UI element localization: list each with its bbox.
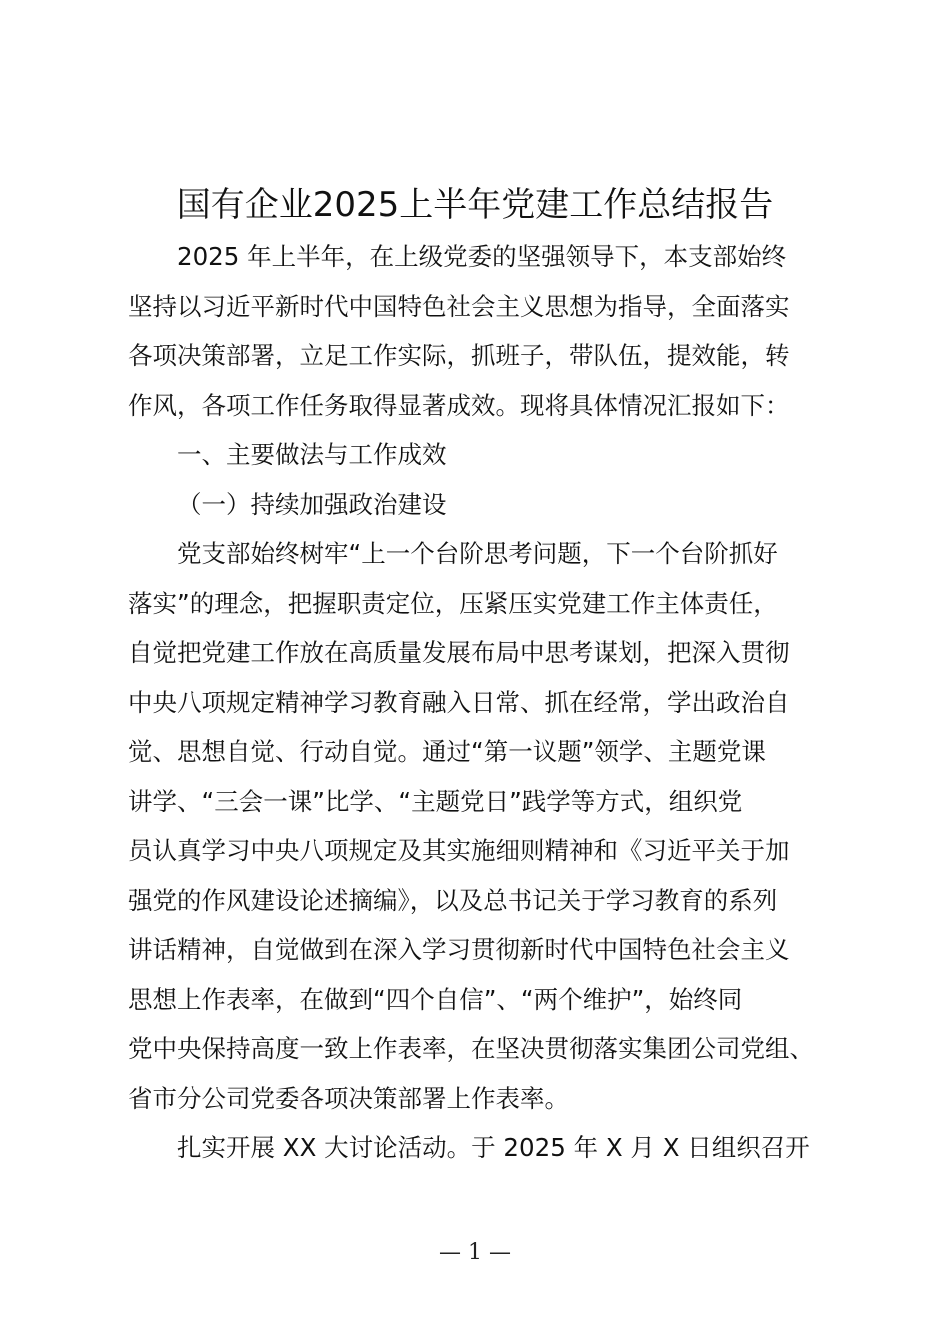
paragraph-line: 扎实开展 XX 大讨论活动。于 2025 年 X 月 X 日组织召开 [177, 1133, 810, 1162]
paragraph-line: 2025 年上半年，在上级党委的坚强领导下，本支部始终 [177, 242, 787, 271]
paragraph-line: 各项决策部署，立足工作实际，抓班子，带队伍，提效能，转 [128, 341, 790, 370]
paragraph-line: 讲学、“三会一课”比学、“主题党日”践学等方式，组织党 [128, 786, 743, 816]
subsection-heading: （一）持续加强政治建设 [177, 489, 447, 519]
paragraph-line: 员认真学习中央八项规定及其实施细则精神和《习近平关于加 [128, 836, 790, 865]
paragraph-line: 讲话精神，自觉做到在深入学习贯彻新时代中国特色社会主义 [128, 935, 790, 964]
paragraph-line: 觉、思想自觉、行动自觉。通过“第一议题”领学、主题党课 [128, 737, 766, 766]
paragraph-line: 强党的作风建设论述摘编》，以及总书记关于学习教育的系列 [128, 885, 778, 915]
paragraph-line: 党中央保持高度一致上作表率，在坚决贯彻落实集团公司党组、 [128, 1034, 814, 1063]
paragraph-line: 坚持以习近平新时代中国特色社会主义思想为指导，全面落实 [128, 291, 790, 321]
document-title: 国有企业2025上半年党建工作总结报告 [176, 185, 774, 225]
section-heading: 一、主要做法与工作成效 [177, 440, 447, 469]
paragraph-line: 省市分公司党委各项决策部署上作表率。 [128, 1083, 569, 1113]
paragraph-line: 落实”的理念，把握职责定位，压紧压实党建工作主体责任， [128, 588, 778, 618]
page-number: — 1 — [439, 1240, 511, 1265]
paragraph-line: 思想上作表率，在做到“四个自信”、“两个维护”，始终同 [128, 984, 743, 1014]
paragraph-line: 党支部始终树牢“上一个台阶思考问题，下一个台阶抓好 [177, 539, 778, 568]
paragraph-line: 中央八项规定精神学习教育融入日常、抓在经常，学出政治自 [128, 687, 790, 717]
paragraph-line: 作风，各项工作任务取得显著成效。现将具体情况汇报如下： [128, 390, 790, 420]
document-body [128, 232, 850, 1173]
paragraph-line: 自觉把党建工作放在高质量发展布局中思考谋划，把深入贯彻 [128, 638, 790, 667]
